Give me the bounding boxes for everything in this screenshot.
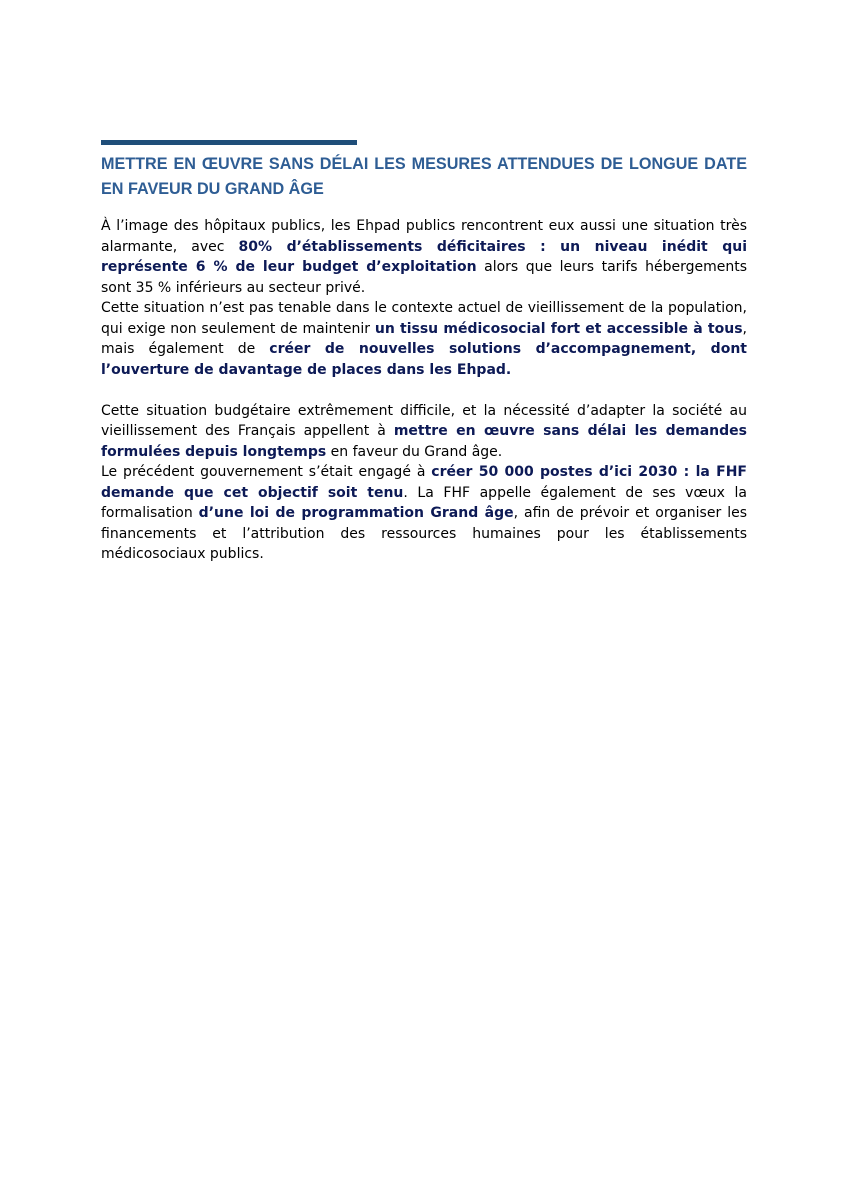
emphasis-text: 80% d’établissements déficitaires : un niveau inédit qui représente 6 % de leur budget d’exploitation: [101, 238, 747, 275]
paragraph-text: , mais également de: [101, 320, 747, 357]
paragraph: [101, 216, 747, 298]
body-text: [101, 216, 747, 565]
paragraph: [101, 462, 747, 565]
paragraph-text: Le précédent gouvernement s’était engagé à: [101, 464, 432, 480]
paragraph-text: . La FHF appelle également de ses vœux la formalisation: [101, 484, 747, 521]
emphasis-text: créer 50 000 postes d’ici 2030 : la FHF demande que cet objectif soit tenu: [101, 464, 747, 501]
paragraph-text: en faveur du Grand âge.: [326, 443, 503, 460]
section-accent-bar: [101, 140, 357, 145]
paragraph-text: Cette situation n’est pas tenable dans le contexte actuel de vieillissement de la population, qui exige non seulement de maintenir: [101, 300, 747, 337]
emphasis-text: mettre en œuvre sans délai les demandes formulées depuis longtemps: [101, 423, 747, 460]
emphasis-text: d’une loi de programmation Grand âge: [198, 505, 514, 521]
paragraph-text: À l’image des hôpitaux publics, les Ehpad publics rencontrent eux aussi une situation très alarmante, avec: [101, 218, 747, 255]
paragraph-text: , afin de prévoir et organiser les financements et l’attribution des ressources humaines pour les établissements médicosociaux publics.: [101, 505, 747, 562]
paragraph: [101, 401, 747, 463]
emphasis-text: créer de nouvelles solutions d’accompagnement, dont l’ouverture de davantage de places dans les Ehpad.: [101, 341, 747, 378]
paragraph-text: alors que leurs tarifs hébergements sont 35 % inférieurs au secteur privé.: [101, 259, 747, 296]
paragraph: [101, 298, 747, 380]
emphasis-text: un tissu médicosocial fort et accessible à tous: [374, 320, 743, 337]
paragraph-text: Cette situation budgétaire extrêmement difficile, et la nécessité d’adapter la société au vieillissement des Français appellent à: [101, 402, 747, 439]
section-heading: METTRE EN ŒUVRE SANS DÉLAI LES MESURES ATTENDUES DE LONGUE DATE EN FAVEUR DU GRAND ÂGE: [101, 155, 747, 198]
